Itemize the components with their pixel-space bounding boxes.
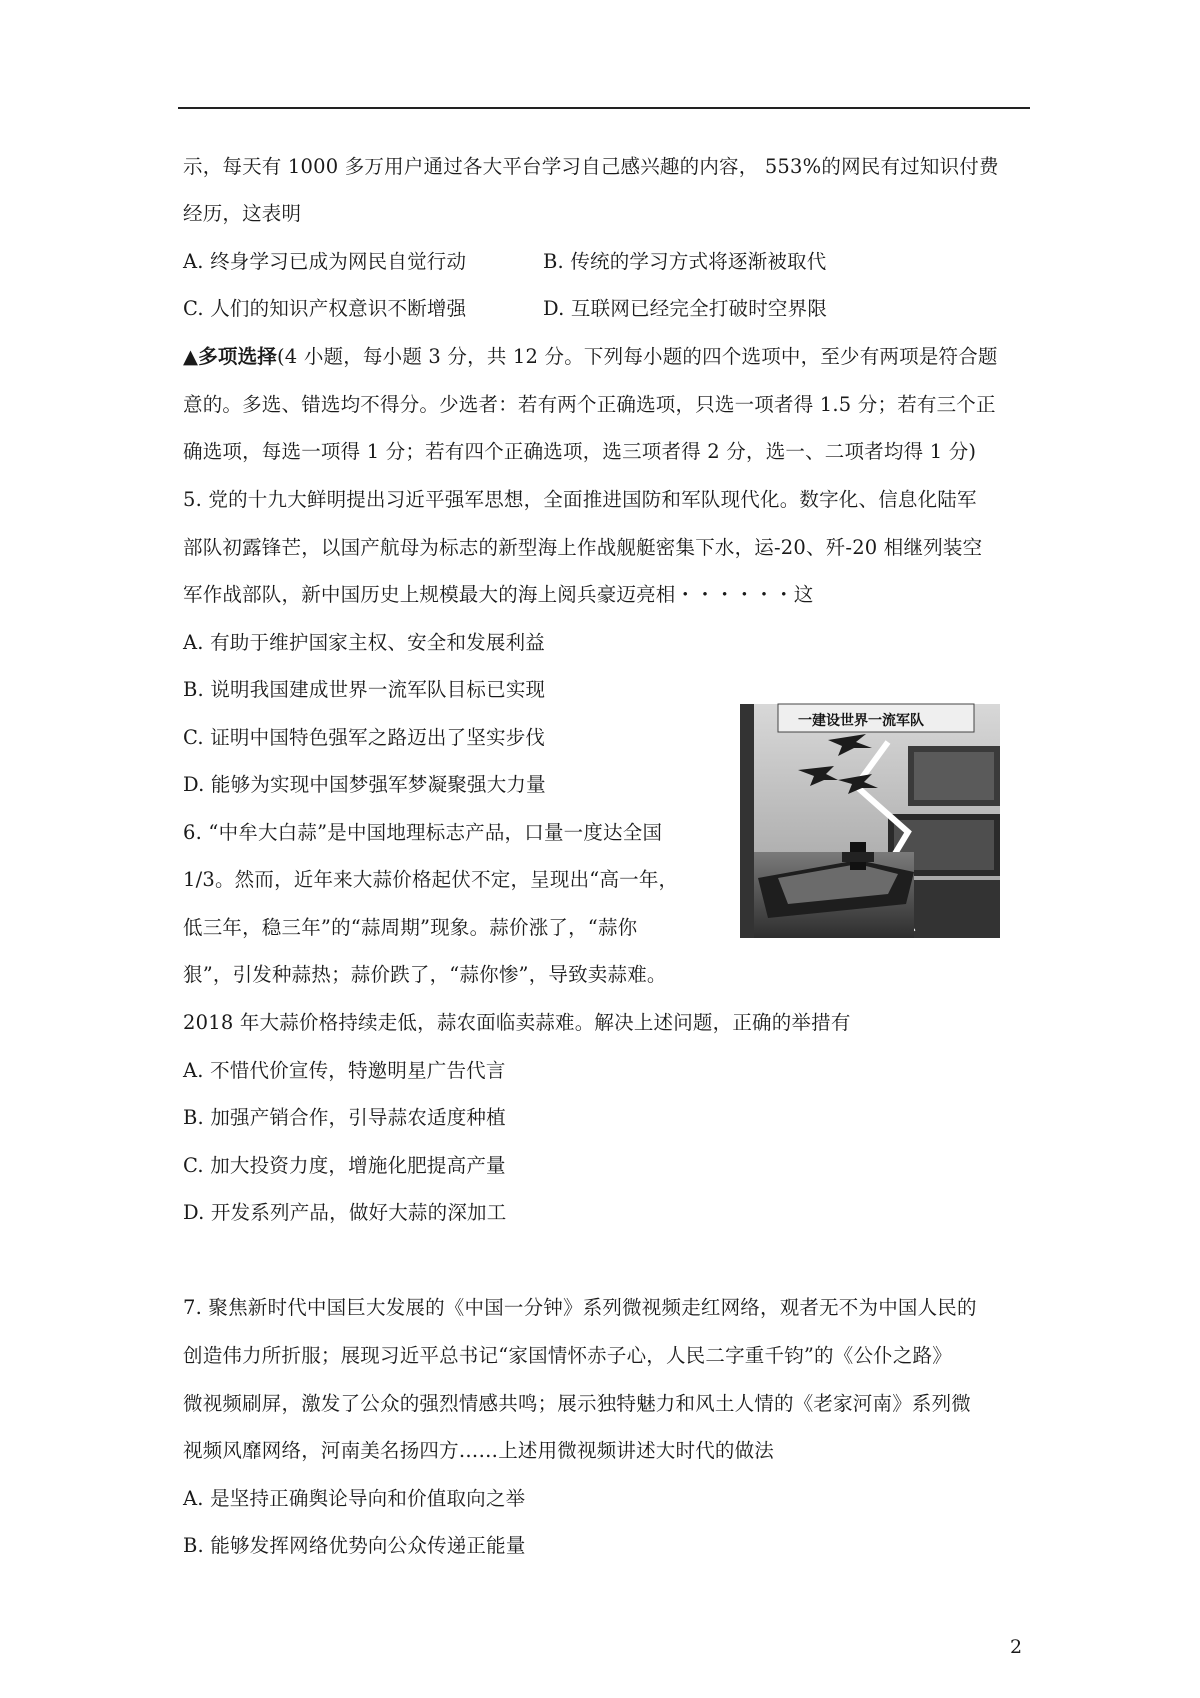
q6-line-3: 低三年，稳三年”的“蒜周期”现象。蒜价涨了，“蒜你	[183, 916, 638, 939]
q4-line-2: 经历，这表明	[183, 202, 302, 225]
q5-line-1: 5. 党的十九大鲜明提出习近平强军思想，全面推进国防和军队现代化。数字化、信息化陆军	[183, 488, 977, 511]
q4-line-1: 示，每天有 1000 多万用户通过各大平台学习自己感兴趣的内容， 553%的网民有过知识付费	[183, 155, 999, 178]
q5-option-a: A. 有助于维护国家主权、安全和发展利益	[183, 631, 545, 654]
q4-option-c: C. 人们的知识产权意识不断增强	[183, 297, 467, 320]
q7-line-4: 视频风靡网络，河南美名扬四方……上述用微视频讲述大时代的做法	[183, 1439, 775, 1462]
military-collage-image	[738, 682, 1002, 940]
page-number: 2	[1010, 1636, 1023, 1658]
section-intro-line-1	[183, 345, 998, 369]
q7-line-2: 创造伟力所折服；展现习近平总书记“家国情怀赤子心，人民二字重千钧”的《公仆之路》	[183, 1344, 952, 1367]
q4-options-row-2	[183, 297, 1043, 321]
q6-option-d: D. 开发系列产品，做好大蒜的深加工	[183, 1201, 507, 1224]
q4-options-row-1	[183, 250, 1043, 274]
q6-option-c: C. 加大投资力度，增施化肥提高产量	[183, 1154, 506, 1177]
collage-banner-text: 一建设世界一流军队	[798, 713, 924, 729]
section-heading: ▲多项选择	[183, 345, 277, 368]
header-rule	[178, 107, 1030, 109]
q6-line-2: 1/3。然而，近年来大蒜价格起伏不定，呈现出“高一年，	[183, 868, 679, 891]
q5-line-3: 军作战部队，新中国历史上规模最大的海上阅兵豪迈亮相・・・・・・这	[183, 583, 814, 606]
q5-option-b: B. 说明我国建成世界一流军队目标已实现	[183, 678, 546, 701]
q5-line-2: 部队初露锋芒，以国产航母为标志的新型海上作战舰艇密集下水，运-20、歼-20 相继列装空	[183, 536, 983, 559]
q6-option-a: A. 不惜代价宣传，特邀明星广告代言	[183, 1059, 506, 1082]
q7-option-a: A. 是坚持正确舆论导向和价值取向之举	[183, 1487, 526, 1510]
section-intro-text: (4 小题，每小题 3 分，共 12 分。下列每小题的四个选项中，至少有两项是符合题	[277, 345, 998, 368]
q5-option-c: C. 证明中国特色强军之路迈出了坚实步伐	[183, 726, 546, 749]
q4-option-a: A. 终身学习已成为网民自觉行动	[183, 250, 467, 273]
section-intro-line-3: 确选项，每选一项得 1 分；若有四个正确选项，选三项者得 2 分，选一、二项者均得 1 分)	[183, 440, 977, 463]
q4-option-d: D. 互联网已经完全打破时空界限	[543, 297, 828, 320]
q5-option-d: D. 能够为实现中国梦强军梦凝聚强大力量	[183, 773, 546, 796]
q4-option-b: B. 传统的学习方式将逐渐被取代	[543, 250, 827, 273]
q6-line-4: 狠”，引发种蒜热；蒜价跌了，“蒜你惨”，导致卖蒜难。	[183, 963, 667, 986]
q7-option-b: B. 能够发挥网络优势向公众传递正能量	[183, 1534, 526, 1557]
q7-line-1: 7. 聚焦新时代中国巨大发展的《中国一分钟》系列微视频走红网络，观者无不为中国人民的	[183, 1296, 977, 1319]
q7-line-3: 微视频刷屏，激发了公众的强烈情感共鸣；展示独特魅力和风土人情的《老家河南》系列微	[183, 1392, 972, 1415]
q6-line-5: 2018 年大蒜价格持续走低，蒜农面临卖蒜难。解决上述问题，正确的举措有	[183, 1011, 851, 1034]
q6-option-b: B. 加强产销合作，引导蒜农适度种植	[183, 1106, 506, 1129]
section-intro-line-2: 意的。多选、错选均不得分。少选者：若有两个正确选项，只选一项者得 1.5 分；若有三个正	[183, 393, 996, 416]
q6-line-1: 6. “中牟大白蒜”是中国地理标志产品，口量一度达全国	[183, 821, 663, 844]
